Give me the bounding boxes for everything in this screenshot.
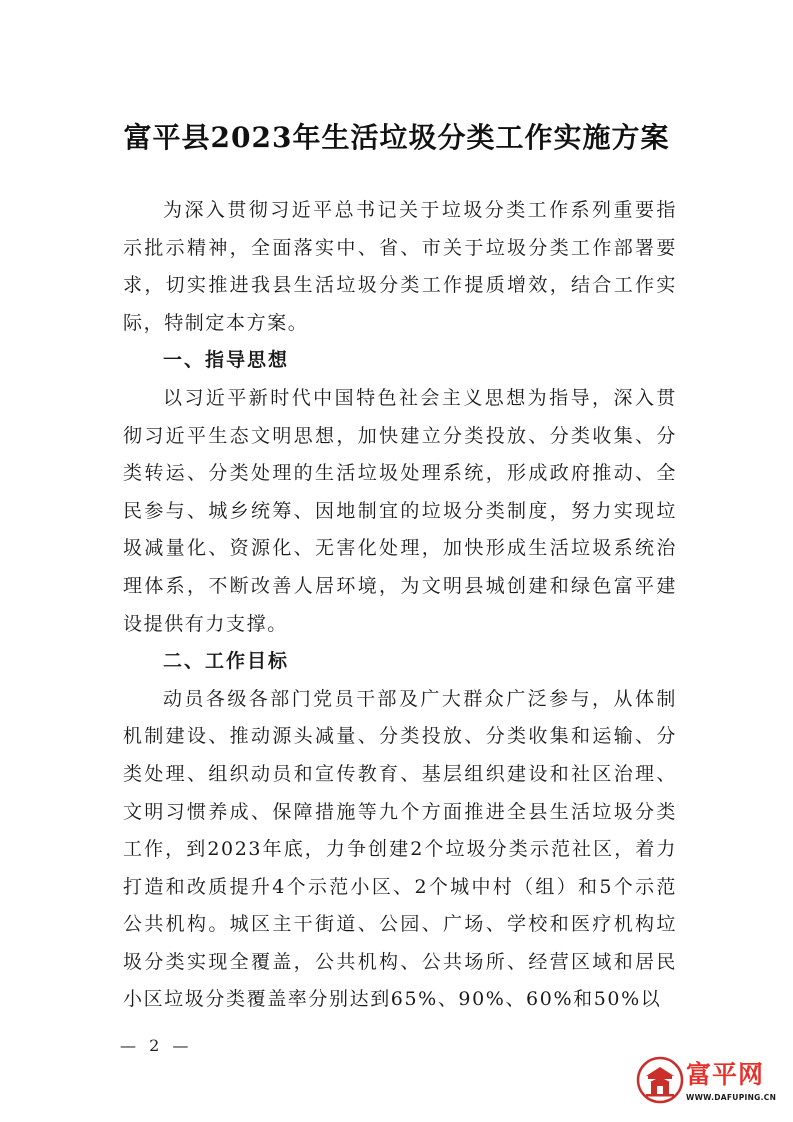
pagoda-gate-icon	[636, 1056, 684, 1104]
section-paragraph-work-goals: 动员各级各部门党员干部及广大群众广泛参与，从体制机制建设、推动源头减量、分类投放、分类收集和运输、分类处理、组织动员和宣传教育、基层组织建设和社区治理、文明习惯养成、保障措施等九个方面推进全县生活垃圾分类工作，到2023年底，力争创建2个垃圾分类示范社区，着力打造和改质提升4个示范小区、2个城中村（组）和5个示范公共机构。城区主干街道、公园、广场、学校和医疗机构垃圾分类实现全覆盖，公共机构、公共场所、经营区域和居民小区垃圾分类覆盖率分别达到65%、90%、60%和50%以	[123, 687, 677, 1011]
page-number: — 2 —	[120, 1036, 193, 1055]
section-heading-work-goals: 二、工作目标	[163, 650, 290, 673]
section-heading-guiding-ideology: 一、指导思想	[163, 349, 290, 372]
site-watermark	[636, 1056, 781, 1116]
section-paragraph-guiding-ideology: 以习近平新时代中国特色社会主义思想为指导，深入贯彻习近平生态文明思想，加快建立分类投放、分类收集、分类转运、分类处理的生活垃圾处理系统，形成政府推动、全民参与、城乡统筹、因地制宜的垃圾分类制度，努力实现垃圾减量化、资源化、无害化处理，加快形成生活垃圾系统治理体系，不断改善人居环境，为文明县城创建和绿色富平建设提供有力支撑。	[123, 386, 677, 635]
document-title: 富平县2023年生活垃圾分类工作实施方案	[123, 121, 670, 154]
intro-paragraph: 为深入贯彻习近平总书记关于垃圾分类工作系列重要指示批示精神，全面落实中、省、市关于垃圾分类工作部署要求，切实推进我县生活垃圾分类工作提质增效，结合工作实际，特制定本方案。	[123, 199, 677, 334]
site-name: 富平网	[686, 1060, 765, 1089]
document-body	[123, 192, 677, 1019]
site-url: WWW.DAFUPING.CN	[686, 1093, 777, 1102]
